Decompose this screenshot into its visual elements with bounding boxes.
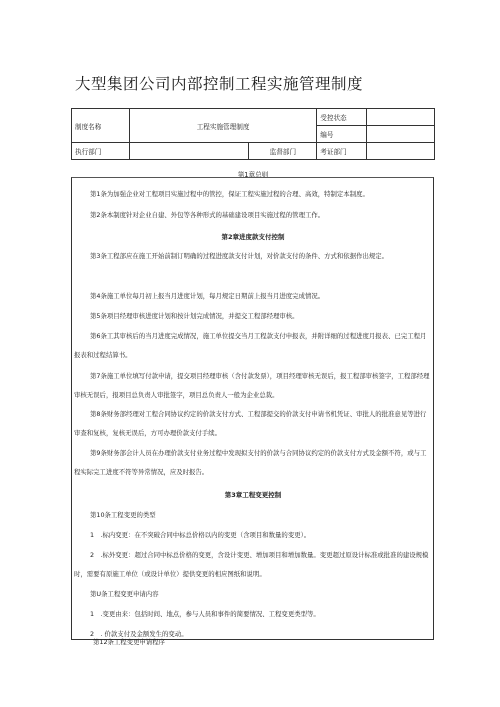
exec-dept-value [129, 143, 249, 160]
article-1: 第1条为加强企业对工程项目实施过程中的管控，保证工程实施过程的合理、高效，特制定本制度。 [90, 190, 369, 198]
article-10: 第10条工程变更的类型 [90, 511, 156, 519]
chapter-1-heading: 第1章总则 [237, 171, 269, 179]
header-table [71, 108, 435, 160]
article-6: 第6条工其审核后的当月进度完成情况，施工单位提交当月工程款支付申报表，并附详细的过程进度月报表、已完工程月报表和过程结算书。 [74, 332, 427, 359]
exec-dept-label: 执行部门 [72, 143, 130, 160]
name-label: 制度名称 [72, 109, 130, 143]
article-11: 第U条工程变更申请内容 [90, 590, 159, 598]
chapter-2-heading: 第2章进度款支付控制 [221, 233, 285, 241]
supervise-dept-label: 监督部门 [249, 143, 317, 160]
article-4: 第4条施工单位每月初上报当月进度计划，每月规定日期前上报当月进度完成情况。 [90, 292, 325, 300]
document-title: 大型集团公司内部控制工程实施管理制度 [75, 75, 364, 93]
cert-dept-value [367, 143, 435, 160]
article-8: 第8条财务部经理对工程合同协议约定的价款支付方式、工程部提交的价款支付申请书机凭证、审批人的批准意见等进行审查和复核，复核无误后，方可办理价款支付手续。 [74, 410, 427, 437]
status-label: 受控状态 [317, 109, 367, 126]
article-9: 第9条财务部会计人员在办理价款支付业务过程中发现拟支付的价款与合同协议约定的价款支付方式及金额不符，或与工程实际完工进度不符等异常情况，应及时报告。 [74, 449, 427, 476]
article-7: 第7条施工单位填写付款申请，提交项目经理审核（含付款发票），项目经理审核无误后，报工程部审核签字，工程部经理审核无误后，报项目总负责人审批签字，项目总负责人一般为企业总裁。 [74, 372, 430, 399]
name-value: 工程实施管理制度 [129, 109, 316, 143]
article-10-item-1: 1 .标内变更：在不突破合同中标总价格以内的变更（含项目和数量的变更）。 [90, 531, 311, 539]
article-10-item-2: 2 .标外变更：超过合同中标总价格的变更，含设计变更、增加项目和增加数量。变更超过原设计标准或批准的建设规模时，需要有原施工单位（或设计单位）提供变更的相应图纸和说明。 [74, 551, 429, 578]
article-5: 第5条项目经理审核进度计划和按计划完成情况，并提交工程部经理审核。 [90, 312, 299, 320]
number-label: 编号 [317, 126, 367, 143]
article-2: 第2条本制度针对企业自建、外包等各种形式的基础建设项目实施过程的管理工作。 [90, 211, 325, 219]
article-12: 第12条工程变更申请程序 [93, 638, 166, 646]
status-value [367, 109, 435, 126]
number-value [367, 126, 435, 143]
chapter-3-heading: 第3章工程变更控制 [224, 491, 282, 499]
article-3: 第3条工程部应在施工开始前制订明确的过程进度款支付计划，对价款支付的条件、方式和依据作出规定。 [90, 252, 389, 260]
cert-dept-label: 考证部门 [317, 143, 367, 160]
article-11-item-2: 2 . 价款支付及金额发生的变动。 [90, 630, 188, 638]
article-11-item-1: 1 .变更由来：包括时间、地点，参与人员和事件的简要情况、工程变更类型等。 [90, 610, 320, 618]
